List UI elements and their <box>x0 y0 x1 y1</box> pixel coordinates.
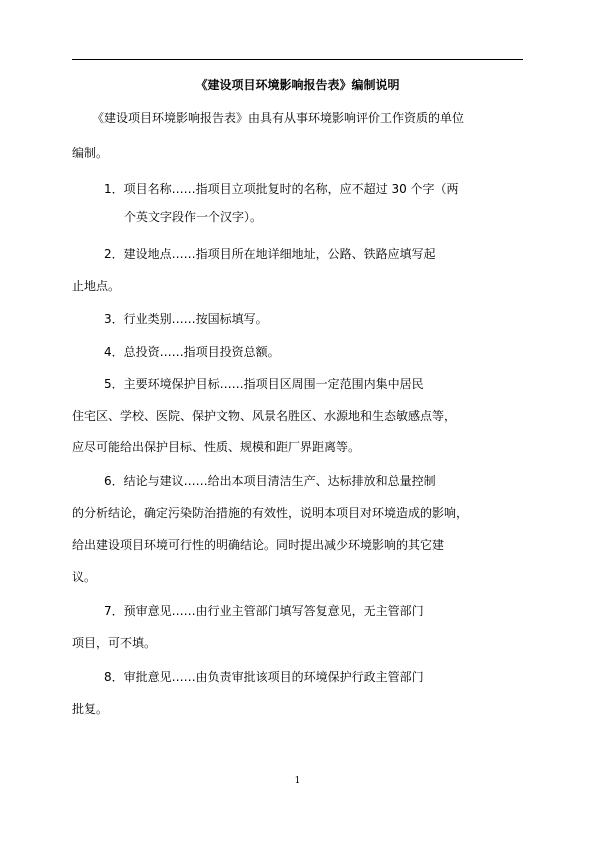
item-8-line-1: 8．审批意见……由负责审批该项目的环境保护行政主管部门 <box>104 670 424 684</box>
item-2-line-1: 2．建设地点……指项目所在地详细地址，公路、铁路应填写起 <box>104 247 436 261</box>
item-6-line-1: 6．结论与建议……给出本项目清洁生产、达标排放和总量控制 <box>104 474 436 488</box>
intro-line-2: 编制。 <box>72 146 109 160</box>
page-number: 1 <box>294 776 301 786</box>
item-6-line-4: 议。 <box>72 570 97 584</box>
intro-line-1: 《建设项目环境影响报告表》由具有从事环境影响评价工作资质的单位 <box>92 111 465 125</box>
item-1-line-2: 个英文字段作一个汉字）。 <box>124 210 263 224</box>
item-7-line-1: 7．预审意见……由行业主管部门填写答复意见，无主管部门 <box>104 604 424 618</box>
item-1-line-1: 1．项目名称……指项目立项批复时的名称，应不超过 30 个字（两 <box>104 182 459 196</box>
item-8-line-2: 批复。 <box>72 702 109 716</box>
page-title: 《建设项目环境影响报告表》编制说明 <box>195 78 400 92</box>
item-5-line-1: 5．主要环境保护目标……指项目区周围一定范围内集中居民 <box>104 377 424 391</box>
item-5-line-3: 应尽可能给出保护目标、性质、规模和距厂界距离等。 <box>72 440 361 454</box>
item-7-line-2: 项目，可不填。 <box>72 636 157 650</box>
item-4-line-1: 4．总投资……指项目投资总额。 <box>104 345 280 359</box>
header-rule <box>72 59 523 60</box>
item-3-line-1: 3．行业类别……按国标填写。 <box>104 312 268 326</box>
item-6-line-3: 给出建设项目环境可行性的明确结论。同时提出减少环境影响的其它建 <box>72 538 445 552</box>
item-5-line-2: 住宅区、学校、医院、保护文物、风景名胜区、水源地和生态敏感点等， <box>72 409 457 423</box>
item-6-line-2: 的分析结论，确定污染防治措施的有效性，说明本项目对环境造成的影响， <box>72 506 469 520</box>
item-2-line-2: 止地点。 <box>72 279 121 293</box>
